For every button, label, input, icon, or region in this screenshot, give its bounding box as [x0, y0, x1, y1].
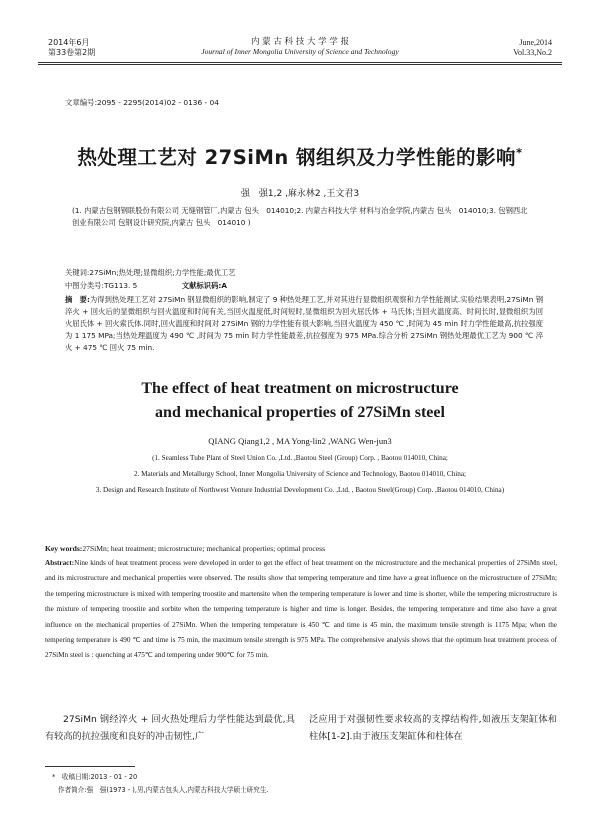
affiliation-en-1: (1. Seamless Tube Plant of Steel Union Co. ,Ltd. ,Baotou Steel (Group) Corp. , Baotou 014010, China;	[152, 454, 448, 462]
header-date-en: June,2014	[519, 38, 552, 47]
title-cn-text: 热处理工艺对 27SiMn 钢组织及力学性能的影响	[77, 146, 517, 169]
abstract-cn-label: 摘 要:	[65, 295, 90, 304]
affiliations-cn: (1. 内蒙古包钢钢联股份有限公司 无缝钢管厂,内蒙古 包头 014010;2. 内蒙古科技大学 材料与冶金学院,内蒙古 包头 014010;3. 包钢西北创业有限公司 包钢设计研究院,内蒙古 包头 014010 )	[72, 206, 528, 227]
header-issue-en: Vol.33,No.2	[513, 48, 552, 57]
header-rule-top	[38, 62, 562, 63]
title-cn	[30, 142, 570, 170]
article-number: 文章编号:2095 - 2295(2014)02 - 0136 - 04	[65, 98, 219, 107]
abstract-en	[45, 556, 557, 664]
abstract-en-text: Nine kinds of heat treatment process were developed in order to get the effect of heat treatment on the microstructure and the mechanical properties of 27SiMn steel, and its microstructure and mechanical properties were observed. The results show that tempering temperature and time have a great influence on the microstructure of 27SiMn; the tempering microstructure is mixed with tempering troostite and martensite when the tempering temperature is lower and time is shorter, while the tempering microstructure is the mixture of tempering troostite and sorbite when the tempering temperature is higher and time is longer. Besides, the tempering temperature and time also have a great influence on the mechanical properties of 27SiMn. When the tempering temperature is 450 ℃ and time is 45 min, the maximum tensile strength is 1175 Mpa; when the tempering temperature is 490 ℃ and time is 75 min, the maximum tensile strength is 975 MPa. The comprehensive analysis shows that the optimum heat treatment process of 27SiMn steel is : quenching at 475℃ and tempering under 900℃ for 75 min.	[45, 559, 557, 660]
header-center	[160, 37, 440, 57]
authors-en: QIANG Qiang1,2 , MA Yong-lin2 ,WANG Wen-jun3	[208, 436, 392, 446]
footnote-author: 作者简介:强 强(1973 - ),男,内蒙古包头人,内蒙古科技大学硕士研究生.	[58, 786, 269, 794]
affiliation-en-3: 3. Design and Research Institute of Northwest Venture Industrial Development Co. ,Ltd. , Baotou Steel(Group) Corp. ,Baotou 014010, China)	[95, 486, 505, 494]
body-column-left: 27SiMn 钢经淬火 + 回火热处理后力学性能达到最优,具有较高的抗拉强度和良好的冲击韧性,广	[45, 714, 295, 742]
header-left	[48, 38, 95, 58]
journal-name-en: Journal of Inner Mongolia University of Science and Technology	[201, 47, 399, 56]
affiliation-en-2: 2. Materials and Metallurgy School, Inner Mongolia University of Science and Technology, Baotou 014010, China;	[133, 470, 467, 478]
document-code: 文献标识码:A	[181, 281, 227, 290]
authors-cn: 强 强1,2 ,麻永林2 ,王文君3	[240, 189, 360, 199]
title-en-line2: and mechanical properties of 27SiMn steel	[155, 404, 445, 421]
header-date-cn: 2014年6月	[48, 38, 90, 47]
footnotes	[52, 771, 269, 797]
footnote-received: * 收稿日期:2013 - 01 - 20	[52, 773, 138, 781]
journal-name-cn: 内 蒙 古 科 技 大 学 学 报	[250, 37, 350, 47]
classification-row	[65, 280, 545, 292]
header-issue-cn: 第33卷第2期	[48, 48, 96, 57]
abstract-cn	[65, 294, 543, 354]
footnote-rule	[45, 766, 135, 767]
keywords-cn: 关键词:27SiMn;热处理;显微组织;力学性能;最优工艺	[65, 268, 236, 277]
header-rule-bottom	[38, 64, 562, 65]
title-en	[30, 377, 570, 425]
title-footnote-mark: *	[516, 145, 523, 160]
affiliations-en	[20, 450, 580, 498]
body-column-right: 泛应用于对强韧性要求较高的支撑结构件,如液压支架缸体和柱体[1-2].由于液压支架缸体和柱体在	[309, 714, 557, 742]
header-right	[513, 38, 552, 58]
abstract-cn-text: 为得到热处理工艺对 27SiMn 钢显微组织的影响,制定了 9 种热处理工艺,并对其进行显微组织观察和力学性能测试.实验结果表明,27SiMn 钢淬火 + 回火后的显微组织与回火温度和时间有关,当回火温度低,时间短时,显微组织为回火屈氏体 + 马氏体;当回火温度高、时间长时,显微组织为回火屈氏体 + 回火索氏体.同时,回火温度和时间对 27SiMn 钢的力学性能有很大影响,当回火温度为 450 ℃ ,时间为 45 min 时力学性能最高,抗拉强度为 1 175 MPa;当热处理温度为 490 ℃ ,时间为 75 min 时力学性能最差,抗拉强度为 975 MPa.综合分析 27SiMn 钢热处理最优工艺为 900 ℃ 淬火 + 475 ℃ 回火 75 min.	[65, 295, 543, 352]
abstract-en-label: Abstract:	[45, 559, 75, 567]
keywords-en-label: Key words:	[45, 544, 83, 553]
clc-number: 中图分类号:TG113. 5	[65, 281, 138, 290]
keywords-en	[45, 542, 555, 556]
keywords-en-text: 27SiMn; heat treatment; microstructure; mechanical properties; optimal process	[82, 544, 326, 553]
title-en-line1: The effect of heat treatment on microstructure	[141, 380, 459, 397]
